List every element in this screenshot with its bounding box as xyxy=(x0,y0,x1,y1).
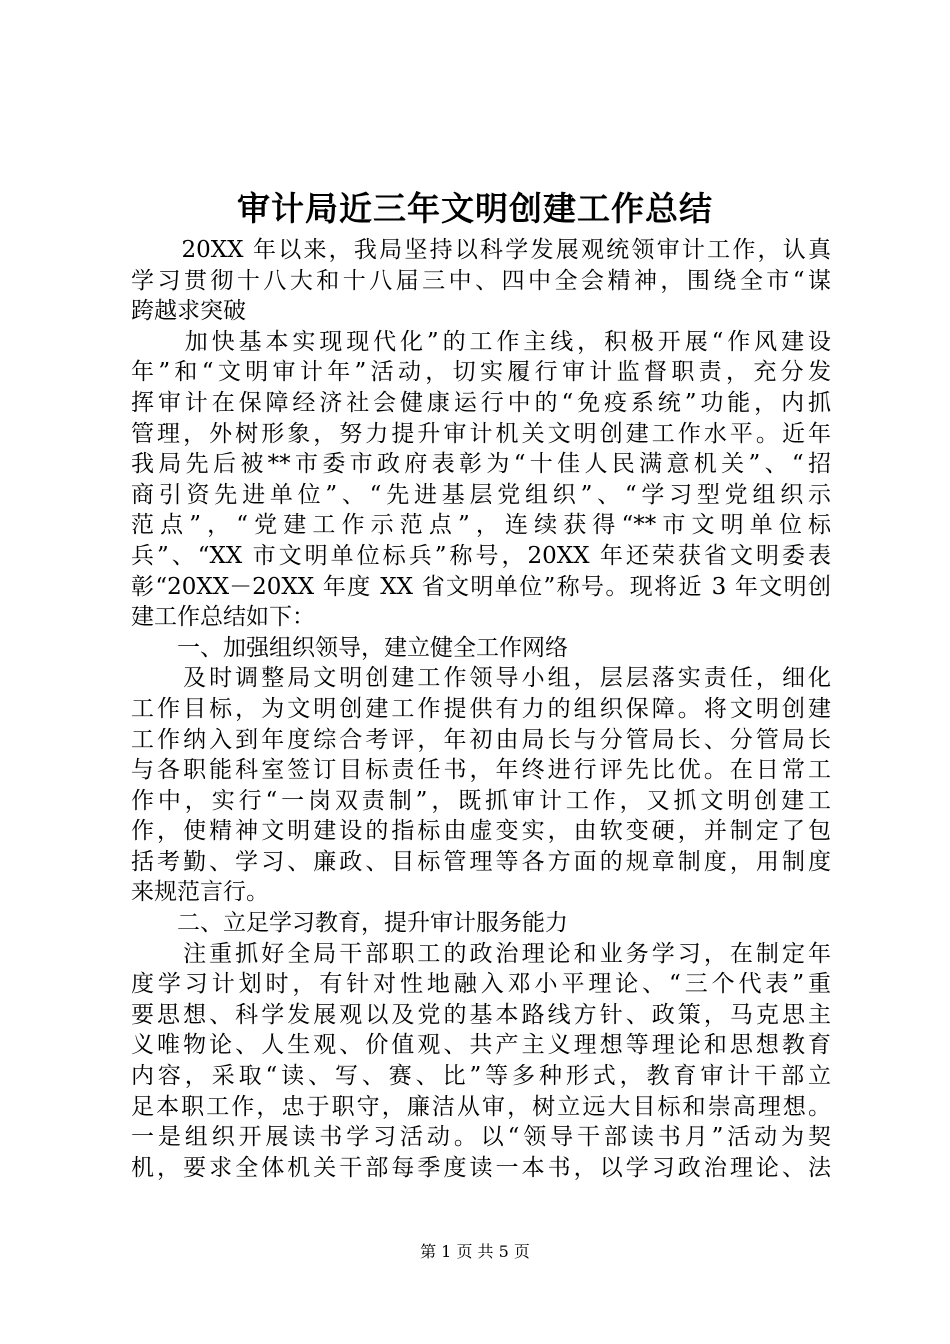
body-line: 机，要求全体机关干部每季度读一本书，以学习政治理论、法 xyxy=(131,1154,831,1181)
body-line: 作中，实行“一岗双责制”，既抓审计工作，又抓文明创建工 xyxy=(131,787,831,814)
body-line: 作，使精神文明建设的指标由虚变实，由软变硬，并制定了包 xyxy=(131,818,831,845)
document-title: 审计局近三年文明创建工作总结 xyxy=(237,189,713,228)
body-line: 与各职能科室签订目标责任书，年终进行评先比优。在日常工 xyxy=(131,757,831,784)
body-line: 我局先后被**市委市政府表彰为“十佳人民满意机关”、“招 xyxy=(131,451,831,478)
body-line: 年”和“文明审计年”活动，切实履行审计监督职责，充分发 xyxy=(131,359,831,386)
body-line: 彰“20XX－20XX 年度 XX 省文明单位”称号。现将近 3 年文明创 xyxy=(131,573,831,600)
body-line: 跨越求突破 xyxy=(131,298,246,325)
body-line: 工作纳入到年度综合考评，年初由局长与分管局长、分管局长 xyxy=(131,726,831,753)
body-line: 20XX 年以来，我局坚持以科学发展观统领审计工作，认真 xyxy=(131,237,831,263)
body-line: 度学习计划时，有针对性地融入邓小平理论、“三个代表”重 xyxy=(131,971,831,998)
body-line: 内容，采取“读、写、赛、比”等多种形式，教育审计干部立 xyxy=(131,1063,831,1090)
body-line: 学习贯彻十八大和十八届三中、四中全会精神，围绕全市“谋 xyxy=(131,267,831,294)
body-line: 二、立足学习教育，提升审计服务能力 xyxy=(131,910,568,937)
body-line: 要思想、科学发展观以及党的基本路线方针、政策，马克思主 xyxy=(131,1001,831,1028)
body-line: 建工作总结如下： xyxy=(131,604,315,631)
body-line: 来规范言行。 xyxy=(131,879,269,906)
document-body xyxy=(131,235,831,1183)
body-line: 工作目标，为文明创建工作提供有力的组织保障。将文明创建 xyxy=(131,695,831,722)
page-footer: 第 1 页 共 5 页 xyxy=(420,1242,530,1261)
body-line: 及时调整局文明创建工作领导小组，层层落实责任，细化 xyxy=(131,665,831,692)
body-line: 括考勤、学习、廉政、目标管理等各方面的规章制度，用制度 xyxy=(131,848,831,875)
body-line: 范点”，“党建工作示范点”，连续获得“**市文明单位标 xyxy=(131,512,831,539)
body-line: 一、加强组织领导，建立健全工作网络 xyxy=(131,634,568,661)
body-line: 足本职工作，忠于职守，廉洁从审，树立远大目标和崇高理想。 xyxy=(131,1093,831,1120)
body-line: 商引资先进单位”、“先进基层党组织”、“学习型党组织示 xyxy=(131,481,831,508)
body-line: 一是组织开展读书学习活动。以“领导干部读书月”活动为契 xyxy=(131,1124,831,1151)
body-line: 注重抓好全局干部职工的政治理论和业务学习，在制定年 xyxy=(131,940,831,967)
body-line: 管理，外树形象，努力提升审计机关文明创建工作水平。近年 xyxy=(131,420,831,447)
body-line: 义唯物论、人生观、价值观、共产主义理想等理论和思想教育 xyxy=(131,1032,831,1059)
body-line: 兵”、“XX 市文明单位标兵”称号，20XX 年还荣获省文明委表 xyxy=(131,542,831,569)
body-line: 挥审计在保障经济社会健康运行中的“免疫系统”功能，内抓 xyxy=(131,389,831,416)
body-line: 加快基本实现现代化”的工作主线，积极开展“作风建设 xyxy=(131,328,831,355)
